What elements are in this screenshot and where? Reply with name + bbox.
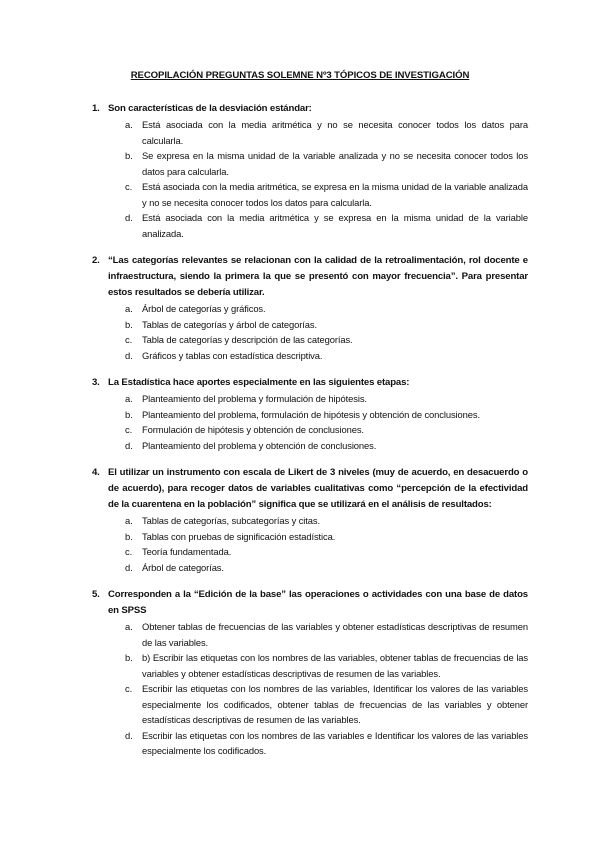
option-text: Tablas de categorías, subcategorías y citas. xyxy=(142,515,320,526)
option-letter: a. xyxy=(125,621,133,632)
option-c xyxy=(92,179,528,210)
option-d xyxy=(92,728,528,759)
option-text: Tablas de categorías y árbol de categorías. xyxy=(142,318,317,330)
option-d xyxy=(92,560,528,576)
question-stem xyxy=(92,587,528,619)
option-text: Está asociada con la media aritmética y se expresa en la misma unidad de la variable analizada. xyxy=(142,212,528,239)
question-2 xyxy=(92,253,528,363)
option-text: Árbol de categorías y gráficos. xyxy=(142,303,266,314)
option-list xyxy=(92,301,528,363)
question-text: Son características de la desviación estándar: xyxy=(108,103,312,114)
option-text: b) Escribir las etiquetas con los nombres de las variables, obtener tablas de frecuencias de las variables y obtener estadísticas descriptivas de resumen de las variables. xyxy=(142,652,528,679)
question-4 xyxy=(92,465,528,575)
question-text: Corresponden a la “Edición de la base” las operaciones o actividades con una base de datos en SPSS xyxy=(108,589,528,616)
option-a xyxy=(92,619,528,650)
option-letter: d. xyxy=(125,729,133,741)
option-a xyxy=(92,301,528,317)
option-letter: a. xyxy=(125,393,133,404)
question-text: “Las categorías relevantes se relacionan con la calidad de la retroalimentación, rol docente e infraestructura, siendo la primera la que se presentó con mayor frecuencia”. Para presentar estos resultados se debería utilizar. xyxy=(108,255,528,298)
option-letter: a. xyxy=(125,119,133,130)
option-b xyxy=(92,407,528,423)
option-text: Árbol de categorías. xyxy=(142,561,224,573)
question-number: 1. xyxy=(92,103,100,114)
question-5 xyxy=(92,587,528,759)
option-text: Tabla de categorías y descripción de las categorías. xyxy=(142,334,353,345)
question-text: La Estadística hace aportes especialmente en las siguientes etapas: xyxy=(108,377,410,388)
option-list xyxy=(92,391,528,453)
option-text: Gráficos y tablas con estadística descriptiva. xyxy=(142,349,323,361)
option-letter: b. xyxy=(125,408,133,420)
option-letter: b. xyxy=(125,318,133,330)
option-letter: a. xyxy=(125,515,133,526)
question-3 xyxy=(92,375,528,453)
option-text: Se expresa en la misma unidad de la variable analizada y no se necesita conocer todos los datos para calcularla. xyxy=(142,150,528,177)
question-1 xyxy=(92,101,528,241)
option-letter: d. xyxy=(125,212,133,223)
option-c xyxy=(92,681,528,728)
option-text: Tablas con pruebas de significación estadística. xyxy=(142,530,336,542)
option-text: Escribir las etiquetas con los nombres de las variables, Identificar los valores de las variables especialmente los codificados, obtener tablas de frecuencias de las variables y obtener estadísticas descriptivas de resumen de las variables. xyxy=(142,683,528,725)
option-a xyxy=(92,391,528,407)
option-list xyxy=(92,117,528,241)
option-text: Obtener tablas de frecuencias de las variables y obtener estadísticas descriptivas de resumen de las variables. xyxy=(142,621,528,648)
option-letter: c. xyxy=(125,546,133,557)
option-b xyxy=(92,529,528,545)
question-stem xyxy=(92,253,528,301)
option-b xyxy=(92,317,528,333)
option-text: Planteamiento del problema y formulación de hipótesis. xyxy=(142,393,367,404)
option-list xyxy=(92,513,528,575)
option-list xyxy=(92,619,528,759)
question-stem xyxy=(92,465,528,513)
option-letter: a. xyxy=(125,303,133,314)
option-letter: b. xyxy=(125,150,133,161)
option-d xyxy=(92,210,528,241)
option-c xyxy=(92,544,528,560)
question-number: 5. xyxy=(92,589,100,600)
option-letter: c. xyxy=(125,683,133,694)
option-text: Planteamiento del problema, formulación de hipótesis y obtención de conclusiones. xyxy=(142,408,480,420)
option-b xyxy=(92,148,528,179)
option-c xyxy=(92,422,528,438)
option-text: Planteamiento del problema y obtención de conclusiones. xyxy=(142,439,377,451)
option-d xyxy=(92,438,528,454)
option-c xyxy=(92,332,528,348)
option-b xyxy=(92,650,528,681)
option-letter: c. xyxy=(125,181,133,192)
option-text: Está asociada con la media aritmética y no se necesita conocer todos los datos para calcularla. xyxy=(142,119,528,146)
option-letter: d. xyxy=(125,561,133,573)
question-number: 3. xyxy=(92,377,100,388)
option-letter: b. xyxy=(125,530,133,542)
option-a xyxy=(92,513,528,529)
option-letter: c. xyxy=(125,334,133,345)
option-letter: c. xyxy=(125,424,133,435)
option-text: Escribir las etiquetas con los nombres de las variables e Identificar los valores de las variables especialmente los codificados. xyxy=(142,729,528,756)
page-title: RECOPILACIÓN PREGUNTAS SOLEMNE Nº3 TÓPICOS DE INVESTIGACIÓN xyxy=(130,70,470,81)
question-text: El utilizar un instrumento con escala de Likert de 3 niveles (muy de acuerdo, en desacuerdo o de acuerdo), para recoger datos de variables cualitativas como “percepción de la efectividad de la cuarentena en la población” significa que se utilizará en el análisis de resultados: xyxy=(108,467,528,510)
option-d xyxy=(92,348,528,364)
question-number: 2. xyxy=(92,255,100,266)
option-text: Teoría fundamentada. xyxy=(142,546,232,557)
option-letter: d. xyxy=(125,349,133,361)
question-stem xyxy=(92,101,528,117)
option-text: Está asociada con la media aritmética, se expresa en la misma unidad de la variable analizada y no se necesita conocer todos los datos para calcularla. xyxy=(142,181,528,208)
option-letter: d. xyxy=(125,439,133,451)
option-letter: b. xyxy=(125,652,133,663)
option-text: Formulación de hipótesis y obtención de conclusiones. xyxy=(142,424,364,435)
question-stem xyxy=(92,375,528,391)
question-list xyxy=(92,101,528,771)
option-a xyxy=(92,117,528,148)
question-number: 4. xyxy=(92,467,100,478)
